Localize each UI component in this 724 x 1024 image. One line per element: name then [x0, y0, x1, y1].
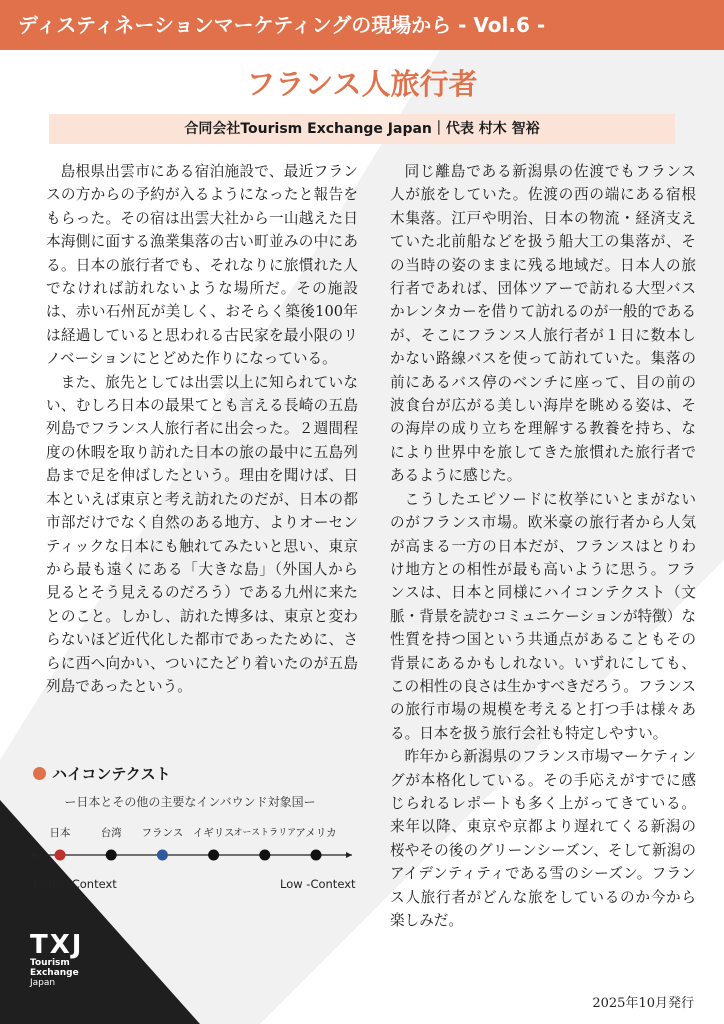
series-title: ディスティネーションマーケティングの現場から - Vol.6 -	[18, 13, 546, 37]
country-label: フランス	[141, 827, 184, 839]
country-label: 台湾	[100, 827, 122, 839]
low-context-label: Low -Context	[280, 877, 356, 891]
paragraph: 島根県出雲市にある宿泊施設で、最近フランスの方からの予約が入るようになったと報告をもらった。その宿は出雲大社から一山越えた日本海側に面する漁業集落の古い町並みの中にある。日本の旅行者でも、それなりに旅慣れた人でなければ訪れないような場所だ。その施設は、赤い石州瓦が美しく、おそらく築後100年は経過していると思われる古民家を最小限のリノベーションにとどめた作りになっている。	[46, 163, 358, 368]
country-label: 日本	[49, 827, 71, 839]
article-title: フランス人旅行者	[246, 67, 478, 101]
paragraph: また、旅先としては出雲以上に知られていない、むしろ日本の最果てとも言える長崎の五島列島でフランス人旅行者に出会った。２週間程度の休暇を取り訪れた日本の旅の最中に五島列島まで足を伸ばしたという。理由を聞けば、日本といえば東京と考え訪れたのだが、日本の都市部だけでなく自然のある地方、よりオーセンティックな日本にも触れてみたいと思い、東京から最も遠くにある「大きな島」（外国人から見るとそう見えるのだろう）である九州に来たとのこと。しかし、訪れた博多は、東京と変わらないほど近代化した都市であったために、さらに西へ向かい、ついにたどり着いたのが五島列島であったという。	[46, 373, 358, 695]
logo-text-line: Japan	[30, 978, 56, 988]
country-dot	[106, 850, 117, 861]
country-dot	[157, 850, 168, 861]
paragraph: 同じ離島である新潟県の佐渡でもフランス人が旅をしていた。佐渡の西の端にある宿根木集落。江戸や明治、日本の物流・経済支えていた北前船などを扱う船大工の集落が、その当時の姿のままに残る地域だ。日本人の旅行者であれば、団体ツアーで訪れる大型バスかレンタカーを借りて訪れるのが一般的であるが、そこにフランス人旅行者が１日に数本しかない路線バスを使って訪れていた。集落の前にあるバス停のベンチに座って、目の前の波食台が広がる美しい海岸を眺める姿は、その海岸の成り立ちを理解する教養を持ち、なにより世界中を旅してきた旅慣れた旅行者であるように感じた。	[390, 163, 696, 485]
context-scale-subtitle: ー日本とその他の主要なインバウンド対象国ー	[64, 795, 316, 809]
country-dot	[311, 850, 322, 861]
issue-date: 2025年10月発行	[592, 996, 694, 1011]
scale-arrow-left-icon	[30, 852, 36, 858]
high-context-label: Hight -Context	[33, 877, 117, 891]
country-label: オーストラリア	[233, 828, 297, 838]
paragraph: こうしたエピソードに枚挙にいとまがないのがフランス市場。欧米豪の旅行者から人気が高まる一方の日本だが、フランスはとりわけ地方との相性が最も高いように思う。フランスは、日本と同様にハイコンテクスト（文脈・背景を読むコミュニケーションが特徴）な性質を持つ国という共通点があることもその背景にあるかもしれない。いずれにしても、この相性の良さは生かすべきだろう。フランスの旅行市場の規模を考えると打つ手は様々ある。日本を扱う旅行会社も特定しやすい。	[390, 490, 696, 742]
context-scale-heading-text: ハイコンテクスト	[52, 765, 171, 783]
txj-logo	[30, 932, 83, 988]
scale-arrow-right-icon	[346, 852, 352, 858]
country-label: イギリス	[192, 827, 235, 839]
logo-text-line: Exchange	[30, 968, 79, 978]
logo-mark: TXJ	[30, 930, 84, 960]
country-dot	[208, 850, 219, 861]
paragraph: 昨年から新潟県のフランス市場マーケティングが本格化している。その手応えがすでに感じられるレポートも多く上がってきている。来年以降、東京や京都より遅れてくる新潟の桜やその後のグリーンシーズン、そして新潟のアイデンティティである雪のシーズン。フランス人旅行者がどんな旅をしているのか今から楽しみだ。	[390, 748, 696, 929]
country-label: アメリカ	[295, 827, 337, 839]
country-dot	[55, 850, 66, 861]
logo-text-line: Tourism	[30, 958, 70, 968]
country-dot	[259, 850, 270, 861]
author-name: 合同会社Tourism Exchange Japan｜代表 村木 智裕	[184, 121, 540, 137]
